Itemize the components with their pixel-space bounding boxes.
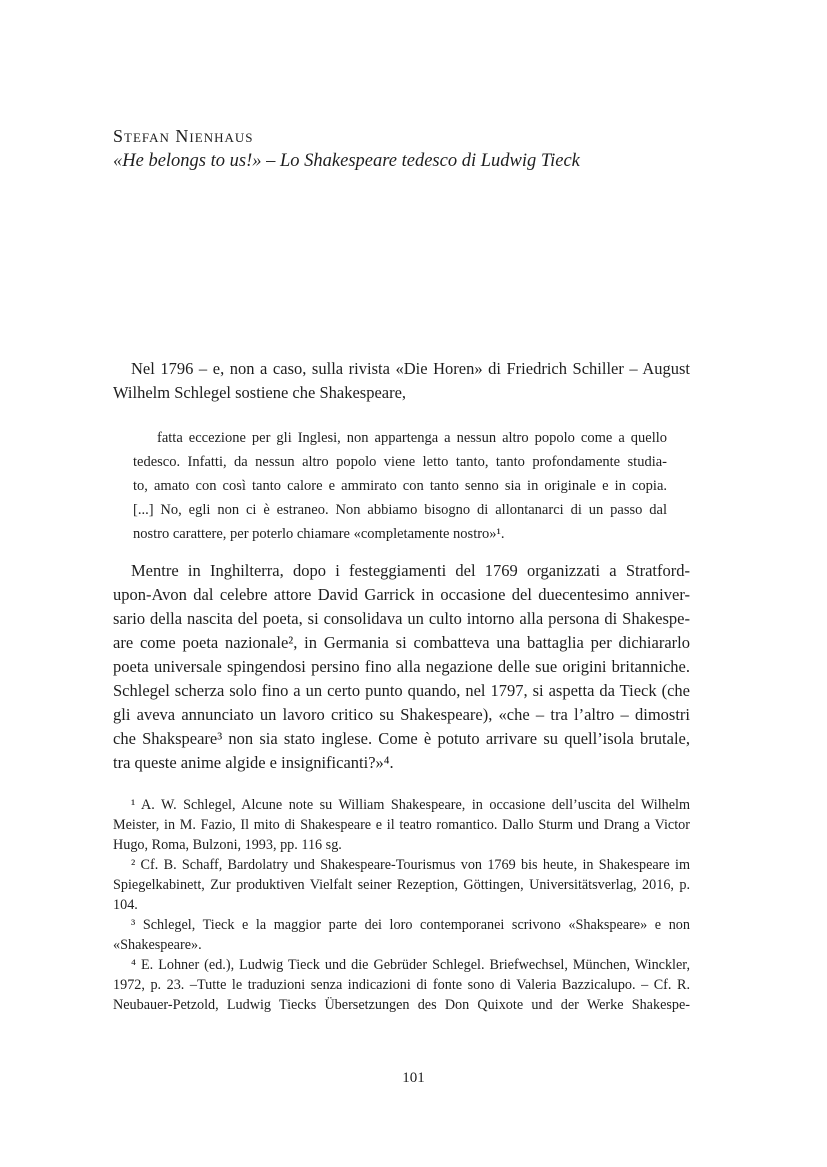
- author-name: Stefan Nienhaus: [113, 126, 254, 146]
- footnote-line: ⁴ E. Lohner (ed.), Ludwig Tieck und die Gebrüder Schlegel. Briefwechsel, München, Winckler,: [131, 957, 690, 973]
- quote-line: to, amato con così tanto calore e ammirato con tanto senno sia in originale e in copia.: [133, 478, 667, 494]
- quote-line: fatta eccezione per gli Inglesi, non appartenga a nessun altro popolo come a quello: [157, 430, 667, 446]
- page-number: 101: [402, 1070, 425, 1086]
- paragraph-line: are come poeta nazionale², in Germania si combatteva una battaglia per dichiararlo: [113, 633, 690, 652]
- quote-line: [...] No, egli non ci è estraneo. Non abbiamo bisogno di allontanarci di un passo dal: [133, 502, 667, 518]
- footnote-line: Hugo, Roma, Bulzoni, 1993, pp. 116 sg.: [113, 837, 342, 853]
- paragraph-line: poeta universale spingendosi persino fino alla negazione delle sue origini britanniche.: [113, 657, 690, 676]
- footnote-line: 1972, p. 23. –Tutte le traduzioni senza indicazioni di fonte sono di Valeria Bazzicalupo. – Cf. R.: [113, 977, 690, 993]
- footnote-line: «Shakespeare».: [113, 937, 202, 953]
- footnote-line: ³ Schlegel, Tieck e la maggior parte dei loro contemporanei scrivono «Shakspeare» e non: [131, 917, 690, 933]
- footnote-line: 104.: [113, 897, 138, 913]
- article-title: «He belongs to us!» – Lo Shakespeare tedesco di Ludwig Tieck: [113, 151, 580, 171]
- paragraph-line: Nel 1796 – e, non a caso, sulla rivista «Die Horen» di Friedrich Schiller – August: [131, 359, 690, 378]
- quote-line: tedesco. Infatti, da nessun altro popolo viene letto tanto, tanto profondamente studia-: [133, 454, 667, 470]
- footnote-line: ² Cf. B. Schaff, Bardolatry und Shakespeare-Tourismus von 1769 bis heute, in Shakespeare im: [131, 857, 690, 873]
- paragraph-line: upon-Avon dal celebre attore David Garrick in occasione del duecentesimo anniver-: [113, 585, 690, 604]
- paragraph-line: Schlegel scherza solo fino a un certo punto quando, nel 1797, si aspetta da Tieck (che: [113, 681, 690, 700]
- paragraph-line: tra queste anime algide e insignificanti?»⁴.: [113, 753, 394, 772]
- footnote-line: Neubauer-Petzold, Ludwig Tiecks Übersetzungen des Don Quixote und der Werke Shakespe-: [113, 997, 690, 1013]
- paragraph-line: Mentre in Inghilterra, dopo i festeggiamenti del 1769 organizzati a Stratford-: [131, 561, 690, 580]
- footnote-line: ¹ A. W. Schlegel, Alcune note su William Shakespeare, in occasione dell’uscita del Wilhelm: [131, 797, 690, 813]
- paragraph-line: sario della nascita del poeta, si consolidava un culto intorno alla persona di Shakespe-: [113, 609, 690, 628]
- footnote-line: Spiegelkabinett, Zur produktiven Vielfalt seiner Rezeption, Göttingen, Universitätsverlag, 2016, p.: [113, 877, 690, 893]
- paragraph-line: che Shakspeare³ non sia stato inglese. Come è potuto arrivare su quell’isola brutale,: [113, 729, 690, 748]
- quote-line: nostro carattere, per poterlo chiamare «completamente nostro»¹.: [133, 526, 505, 542]
- paragraph-line: Wilhelm Schlegel sostiene che Shakespeare,: [113, 383, 407, 402]
- paragraph-line: gli aveva annunciato un lavoro critico su Shakespeare), «che – tra l’altro – dimostri: [113, 705, 690, 724]
- footnote-line: Meister, in M. Fazio, Il mito di Shakespeare e il teatro romantico. Dallo Sturm und Drang a Victor: [113, 817, 690, 833]
